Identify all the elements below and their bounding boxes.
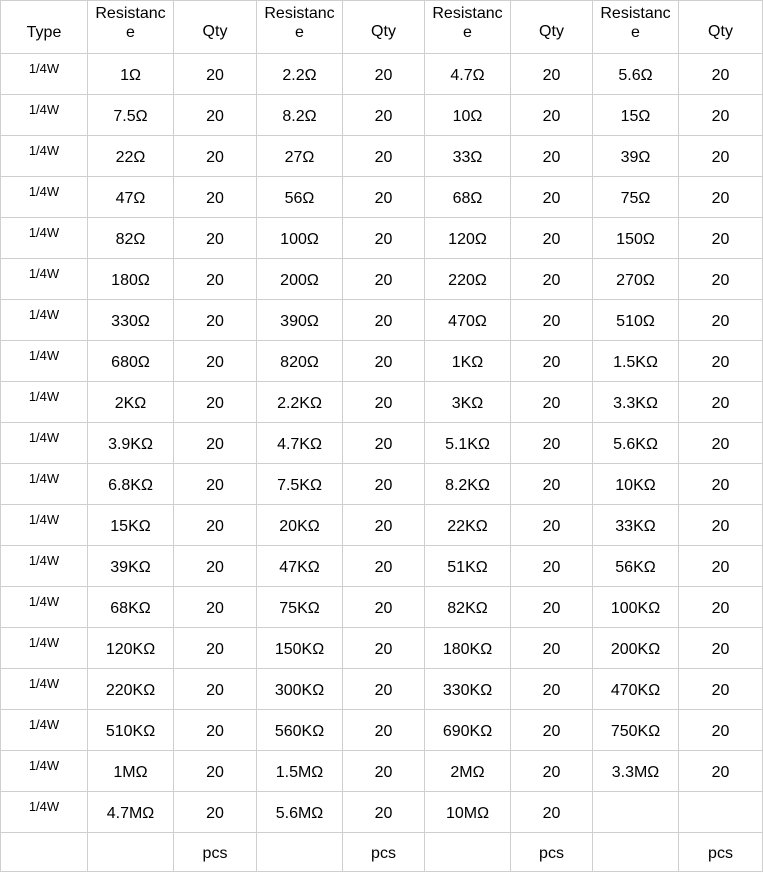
resistance-cell: 10MΩ	[425, 792, 511, 833]
qty-cell: 20	[511, 669, 593, 710]
resistance-cell: 2.2Ω	[257, 54, 343, 95]
type-cell: 1/4W	[1, 710, 88, 751]
qty-cell	[679, 792, 763, 833]
qty-header: Qty	[174, 1, 257, 54]
qty-cell: 20	[511, 136, 593, 177]
qty-cell: 20	[174, 136, 257, 177]
table-row	[1, 587, 763, 628]
resistance-cell: 180Ω	[88, 259, 174, 300]
resistance-cell: 300KΩ	[257, 669, 343, 710]
qty-cell: 20	[679, 136, 763, 177]
table-row	[1, 54, 763, 95]
resistance-cell: 15Ω	[593, 95, 679, 136]
qty-cell: 20	[679, 177, 763, 218]
qty-cell: 20	[679, 218, 763, 259]
qty-cell: 20	[343, 423, 425, 464]
qty-cell: 20	[174, 546, 257, 587]
qty-cell: 20	[511, 423, 593, 464]
resistance-header-line1: Resistanc	[432, 5, 503, 22]
resistance-header-line2: e	[631, 24, 640, 41]
resistance-cell: 8.2KΩ	[425, 464, 511, 505]
resistance-cell: 7.5KΩ	[257, 464, 343, 505]
resistance-cell: 22KΩ	[425, 505, 511, 546]
resistance-cell: 33KΩ	[593, 505, 679, 546]
qty-cell: 20	[511, 341, 593, 382]
resistance-cell: 2KΩ	[88, 382, 174, 423]
resistance-cell: 82Ω	[88, 218, 174, 259]
qty-cell: 20	[174, 177, 257, 218]
qty-cell: 20	[343, 710, 425, 751]
table-row	[1, 505, 763, 546]
footer-empty-cell	[593, 833, 679, 872]
table-row	[1, 95, 763, 136]
type-cell: 1/4W	[1, 423, 88, 464]
resistance-header-line2: e	[126, 24, 135, 41]
table-row	[1, 628, 763, 669]
resistance-header	[425, 1, 511, 54]
resistance-cell: 39Ω	[593, 136, 679, 177]
qty-cell: 20	[343, 300, 425, 341]
resistance-cell: 120KΩ	[88, 628, 174, 669]
qty-cell: 20	[343, 792, 425, 833]
qty-cell: 20	[174, 464, 257, 505]
resistance-header-line1: Resistanc	[264, 5, 335, 22]
qty-cell: 20	[343, 341, 425, 382]
resistance-cell: 3.3MΩ	[593, 751, 679, 792]
resistance-cell: 680Ω	[88, 341, 174, 382]
resistance-header	[88, 1, 174, 54]
type-cell: 1/4W	[1, 505, 88, 546]
type-cell: 1/4W	[1, 95, 88, 136]
footer-unit-cell: pcs	[679, 833, 763, 872]
footer-empty-cell	[88, 833, 174, 872]
resistance-cell: 68Ω	[425, 177, 511, 218]
type-cell: 1/4W	[1, 300, 88, 341]
resistance-cell: 2.2KΩ	[257, 382, 343, 423]
qty-cell: 20	[679, 464, 763, 505]
qty-cell: 20	[343, 546, 425, 587]
qty-cell: 20	[511, 751, 593, 792]
type-cell: 1/4W	[1, 341, 88, 382]
type-cell: 1/4W	[1, 382, 88, 423]
type-cell: 1/4W	[1, 54, 88, 95]
table-row	[1, 423, 763, 464]
qty-cell: 20	[174, 710, 257, 751]
resistance-cell: 82KΩ	[425, 587, 511, 628]
resistance-cell: 8.2Ω	[257, 95, 343, 136]
resistance-cell: 270Ω	[593, 259, 679, 300]
resistance-cell: 470KΩ	[593, 669, 679, 710]
footer-empty-cell	[257, 833, 343, 872]
footer-empty-cell	[425, 833, 511, 872]
qty-cell: 20	[174, 382, 257, 423]
resistance-cell: 690KΩ	[425, 710, 511, 751]
qty-cell: 20	[511, 505, 593, 546]
table-row	[1, 382, 763, 423]
footer-empty-cell	[1, 833, 88, 872]
type-cell: 1/4W	[1, 177, 88, 218]
qty-cell: 20	[679, 259, 763, 300]
resistance-cell: 3.9KΩ	[88, 423, 174, 464]
resistance-cell: 5.6KΩ	[593, 423, 679, 464]
qty-cell: 20	[174, 218, 257, 259]
resistance-cell: 47KΩ	[257, 546, 343, 587]
type-cell: 1/4W	[1, 464, 88, 505]
qty-cell: 20	[343, 177, 425, 218]
resistance-cell: 6.8KΩ	[88, 464, 174, 505]
qty-cell: 20	[174, 300, 257, 341]
resistance-cell: 100Ω	[257, 218, 343, 259]
resistance-cell: 15KΩ	[88, 505, 174, 546]
table-row	[1, 218, 763, 259]
resistance-cell: 1.5MΩ	[257, 751, 343, 792]
resistance-cell: 200Ω	[257, 259, 343, 300]
resistance-cell	[593, 792, 679, 833]
qty-cell: 20	[343, 628, 425, 669]
resistance-cell: 20KΩ	[257, 505, 343, 546]
table-row	[1, 669, 763, 710]
qty-header: Qty	[511, 1, 593, 54]
qty-cell: 20	[679, 382, 763, 423]
qty-cell: 20	[679, 710, 763, 751]
qty-cell: 20	[174, 792, 257, 833]
resistance-cell: 10Ω	[425, 95, 511, 136]
table-row	[1, 751, 763, 792]
qty-cell: 20	[511, 177, 593, 218]
footer-row	[1, 833, 763, 872]
resistance-cell: 10KΩ	[593, 464, 679, 505]
qty-cell: 20	[343, 505, 425, 546]
qty-cell: 20	[679, 546, 763, 587]
qty-cell: 20	[174, 423, 257, 464]
qty-cell: 20	[679, 341, 763, 382]
resistance-cell: 220Ω	[425, 259, 511, 300]
footer-unit-cell: pcs	[343, 833, 425, 872]
resistance-header	[257, 1, 343, 54]
resistance-cell: 5.6MΩ	[257, 792, 343, 833]
resistance-cell: 4.7Ω	[425, 54, 511, 95]
qty-cell: 20	[679, 751, 763, 792]
qty-cell: 20	[343, 382, 425, 423]
qty-cell: 20	[343, 54, 425, 95]
qty-cell: 20	[174, 54, 257, 95]
resistance-cell: 470Ω	[425, 300, 511, 341]
resistance-cell: 39KΩ	[88, 546, 174, 587]
resistance-cell: 3KΩ	[425, 382, 511, 423]
qty-cell: 20	[679, 628, 763, 669]
qty-cell: 20	[511, 382, 593, 423]
qty-cell: 20	[511, 628, 593, 669]
type-cell: 1/4W	[1, 628, 88, 669]
type-cell: 1/4W	[1, 669, 88, 710]
resistance-header-line2: e	[463, 24, 472, 41]
table-row	[1, 792, 763, 833]
header-row	[1, 1, 763, 54]
qty-cell: 20	[679, 587, 763, 628]
resistance-cell: 560KΩ	[257, 710, 343, 751]
resistance-cell: 220KΩ	[88, 669, 174, 710]
resistance-cell: 510Ω	[593, 300, 679, 341]
qty-cell: 20	[679, 95, 763, 136]
resistance-cell: 4.7KΩ	[257, 423, 343, 464]
qty-cell: 20	[343, 464, 425, 505]
table-row	[1, 546, 763, 587]
qty-cell: 20	[174, 587, 257, 628]
resistance-cell: 750KΩ	[593, 710, 679, 751]
resistance-cell: 47Ω	[88, 177, 174, 218]
qty-cell: 20	[174, 259, 257, 300]
qty-cell: 20	[679, 54, 763, 95]
type-cell: 1/4W	[1, 792, 88, 833]
resistance-cell: 3.3KΩ	[593, 382, 679, 423]
resistance-cell: 1Ω	[88, 54, 174, 95]
resistance-cell: 180KΩ	[425, 628, 511, 669]
qty-cell: 20	[511, 546, 593, 587]
resistance-cell: 75Ω	[593, 177, 679, 218]
resistance-cell: 330KΩ	[425, 669, 511, 710]
qty-cell: 20	[343, 587, 425, 628]
resistance-cell: 100KΩ	[593, 587, 679, 628]
resistance-header-line1: Resistanc	[600, 5, 671, 22]
table-body	[1, 54, 763, 833]
resistance-cell: 1MΩ	[88, 751, 174, 792]
footer-unit-cell: pcs	[511, 833, 593, 872]
qty-cell: 20	[511, 710, 593, 751]
qty-cell: 20	[174, 95, 257, 136]
resistance-cell: 4.7MΩ	[88, 792, 174, 833]
table-row	[1, 259, 763, 300]
qty-cell: 20	[174, 669, 257, 710]
qty-header: Qty	[343, 1, 425, 54]
type-cell: 1/4W	[1, 751, 88, 792]
qty-cell: 20	[511, 300, 593, 341]
qty-cell: 20	[511, 218, 593, 259]
qty-cell: 20	[174, 505, 257, 546]
resistance-cell: 150KΩ	[257, 628, 343, 669]
resistance-header	[593, 1, 679, 54]
qty-cell: 20	[174, 628, 257, 669]
footer-unit-cell: pcs	[174, 833, 257, 872]
resistance-cell: 56Ω	[257, 177, 343, 218]
resistance-cell: 56KΩ	[593, 546, 679, 587]
table-row	[1, 177, 763, 218]
qty-cell: 20	[174, 751, 257, 792]
type-cell: 1/4W	[1, 587, 88, 628]
resistance-cell: 1KΩ	[425, 341, 511, 382]
type-cell: 1/4W	[1, 546, 88, 587]
qty-cell: 20	[343, 95, 425, 136]
table-row	[1, 300, 763, 341]
resistance-cell: 1.5KΩ	[593, 341, 679, 382]
table-row	[1, 464, 763, 505]
table-row	[1, 341, 763, 382]
table-row	[1, 710, 763, 751]
qty-cell: 20	[343, 751, 425, 792]
resistance-header-line1: Resistanc	[95, 5, 166, 22]
resistance-cell: 27Ω	[257, 136, 343, 177]
resistance-cell: 200KΩ	[593, 628, 679, 669]
type-header: Type	[1, 1, 88, 54]
qty-cell: 20	[679, 300, 763, 341]
qty-cell: 20	[343, 259, 425, 300]
resistance-cell: 5.1KΩ	[425, 423, 511, 464]
resistance-cell: 120Ω	[425, 218, 511, 259]
qty-header: Qty	[679, 1, 763, 54]
qty-cell: 20	[343, 218, 425, 259]
resistance-cell: 330Ω	[88, 300, 174, 341]
qty-cell: 20	[174, 341, 257, 382]
qty-cell: 20	[511, 54, 593, 95]
resistance-cell: 33Ω	[425, 136, 511, 177]
table-row	[1, 136, 763, 177]
resistance-cell: 2MΩ	[425, 751, 511, 792]
qty-cell: 20	[511, 464, 593, 505]
resistance-cell: 5.6Ω	[593, 54, 679, 95]
resistance-cell: 510KΩ	[88, 710, 174, 751]
resistance-header-line2: e	[295, 24, 304, 41]
resistance-cell: 150Ω	[593, 218, 679, 259]
resistance-cell: 75KΩ	[257, 587, 343, 628]
qty-cell: 20	[343, 136, 425, 177]
resistance-cell: 51KΩ	[425, 546, 511, 587]
qty-cell: 20	[679, 423, 763, 464]
resistance-cell: 7.5Ω	[88, 95, 174, 136]
qty-cell: 20	[343, 669, 425, 710]
type-cell: 1/4W	[1, 218, 88, 259]
type-cell: 1/4W	[1, 259, 88, 300]
type-cell: 1/4W	[1, 136, 88, 177]
resistance-cell: 22Ω	[88, 136, 174, 177]
qty-cell: 20	[511, 792, 593, 833]
qty-cell: 20	[511, 259, 593, 300]
qty-cell: 20	[511, 95, 593, 136]
qty-cell: 20	[679, 669, 763, 710]
resistance-cell: 820Ω	[257, 341, 343, 382]
resistance-cell: 390Ω	[257, 300, 343, 341]
resistance-cell: 68KΩ	[88, 587, 174, 628]
qty-cell: 20	[511, 587, 593, 628]
qty-cell: 20	[679, 505, 763, 546]
